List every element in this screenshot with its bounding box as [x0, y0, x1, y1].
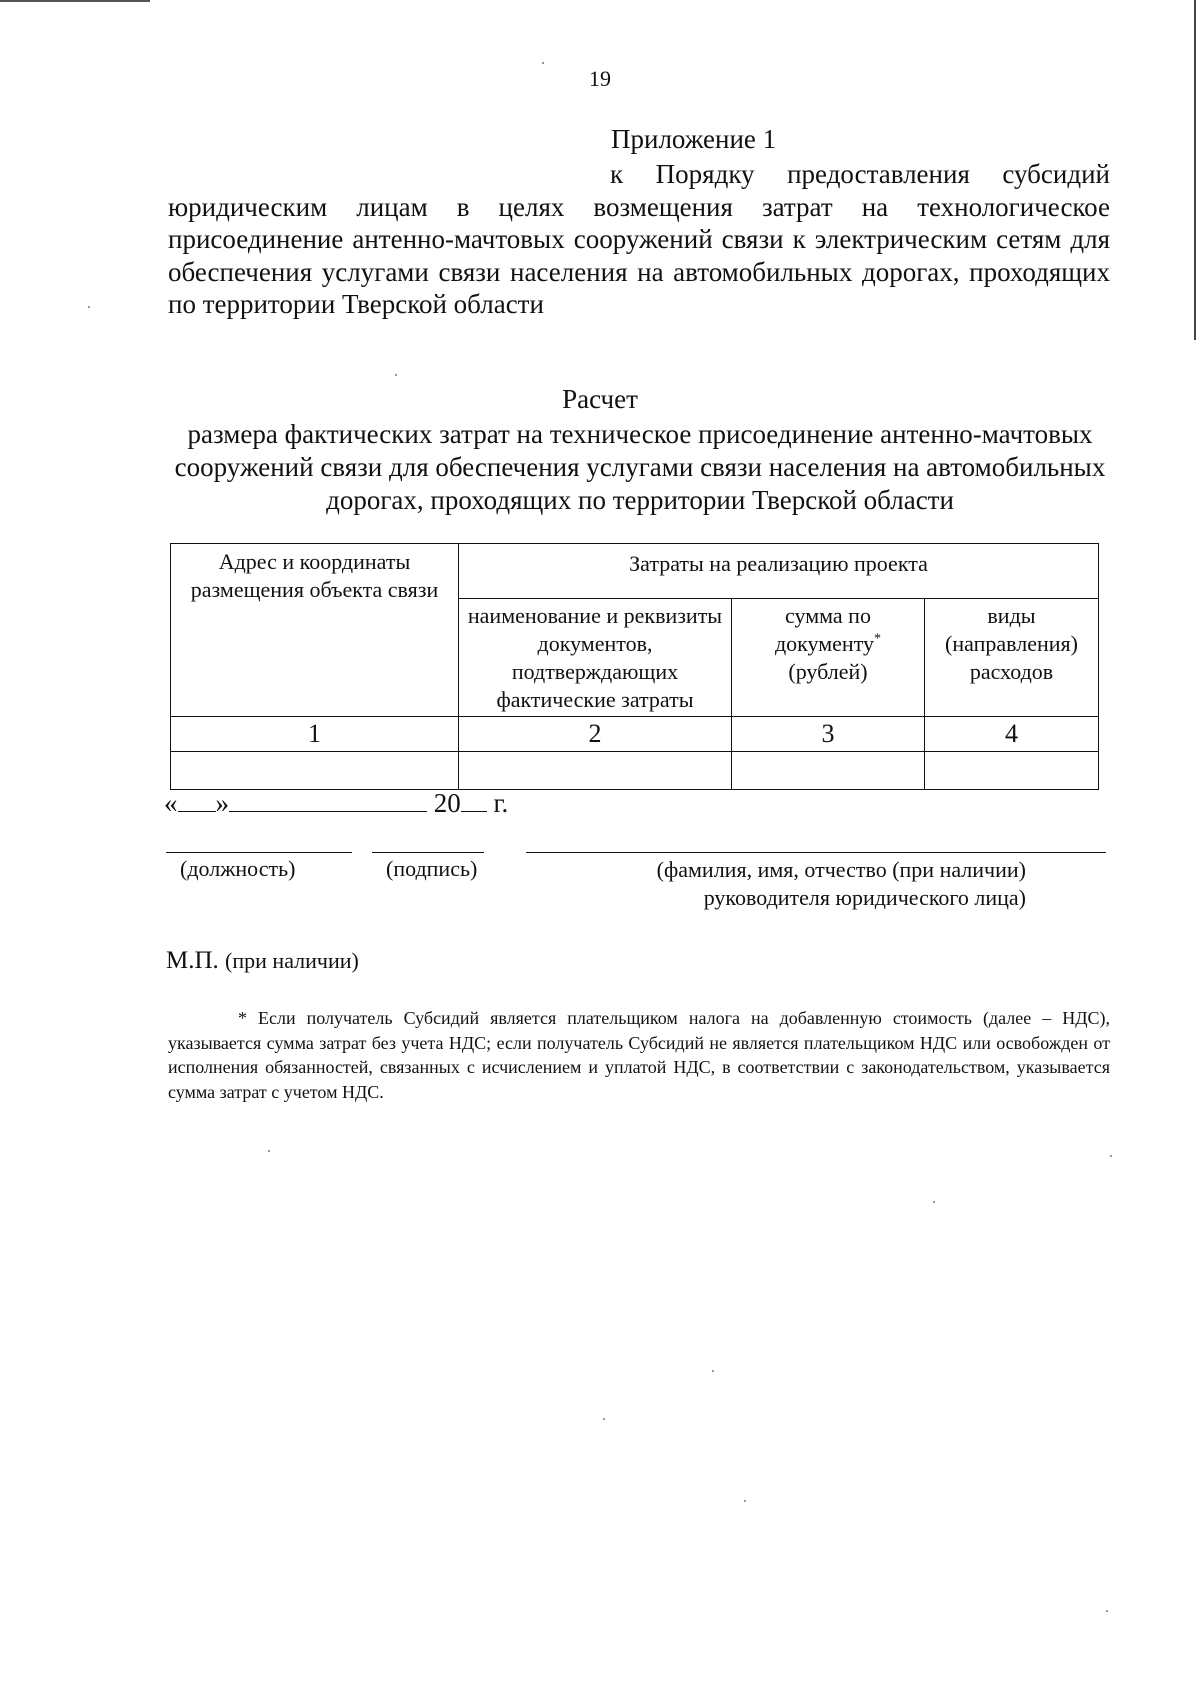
name-label-line1: (фамилия, имя, отчество (при наличии) — [656, 857, 1026, 882]
scan-edge-top — [0, 0, 150, 2]
stamp-placeholder — [166, 947, 359, 975]
page-number: 19 — [589, 66, 611, 91]
stamp-note: (при наличии) — [225, 948, 359, 973]
appendix-title: Приложение 1 — [611, 124, 777, 154]
column-number: 3 — [732, 717, 925, 752]
costs-header-text: Затраты на реализацию проекта — [629, 551, 928, 576]
scan-speck — [395, 374, 397, 376]
table-cell — [732, 752, 925, 790]
table-cell — [459, 752, 732, 790]
scan-speck — [1106, 1610, 1108, 1612]
scan-speck — [933, 1201, 935, 1203]
costs-header — [459, 544, 1099, 599]
signature-line — [372, 852, 484, 853]
documents-header-text: наименование и реквизиты документов, подтверждающих фактические затраты — [467, 603, 723, 712]
month-blank — [229, 789, 427, 812]
calculation-heading: Расчет — [562, 384, 638, 414]
column-number: 2 — [459, 717, 732, 752]
appendix-reference: к Порядку предоставления субсидий юридическим лицам в целях возмещения затрат на технологическое присоединение антенно-мачтовых сооружений связи к электрическим сетям для обеспечения услугами связи населения на автомобильных дорогах, проходящих по территории Тверской области — [168, 159, 1110, 319]
scan-speck — [603, 1418, 605, 1420]
date-open-quote: « — [164, 788, 178, 818]
footnote-marker: * — [874, 631, 882, 647]
year-suffix: г. — [493, 788, 509, 818]
scan-speck — [88, 306, 90, 308]
position-line — [166, 852, 352, 853]
table-cell — [171, 752, 459, 790]
scan-speck — [712, 1370, 714, 1372]
types-header — [925, 599, 1099, 717]
day-blank — [178, 789, 216, 812]
scan-speck — [744, 1500, 746, 1502]
table-cell — [925, 752, 1099, 790]
name-label — [526, 856, 1026, 912]
date-close-quote: » — [215, 788, 229, 818]
column-numbers-row — [171, 717, 1099, 752]
scan-speck — [542, 62, 544, 64]
stamp-label: М.П. — [166, 947, 219, 974]
date-line — [164, 788, 508, 819]
scan-speck — [268, 1150, 270, 1152]
name-label-line2: руководителя юридического лица) — [703, 885, 1026, 910]
name-line — [526, 852, 1106, 853]
position-label: (должность) — [180, 856, 296, 881]
scan-edge-right — [1194, 0, 1196, 340]
year-blank — [461, 789, 487, 812]
year-prefix: 20 — [433, 788, 461, 818]
amount-header-text: сумма по документу — [774, 603, 875, 656]
column-number: 4 — [925, 717, 1099, 752]
address-header-text: Адрес и координаты размещения объекта связи — [190, 549, 439, 602]
footnote: * Если получатель Субсидий является плательщиком налога на добавленную стоимость (далее – НДС), указывается сумма затрат без учета НДС; если получатель Субсидий не является плательщиком НДС или освобожден от исполнения обязанностей, связанных с исчислением и уплатой НДС, в соответствии с законодательством, указывается сумма затрат с учетом НДС. — [168, 1008, 1110, 1102]
documents-header — [459, 599, 732, 717]
scan-speck — [1110, 1155, 1112, 1157]
amount-header — [732, 599, 925, 717]
address-header — [171, 544, 459, 717]
amount-unit-text: (рублей) — [788, 659, 868, 684]
table-row — [171, 752, 1099, 790]
costs-table — [170, 543, 1099, 790]
types-header-text: виды (направления) расходов — [945, 603, 1078, 684]
signature-label: (подпись) — [386, 856, 478, 881]
calculation-subtitle: размера фактических затрат на техническое присоединение антенно-мачтовых сооружений связи для обеспечения услугами связи населения на автомобильных дорогах, проходящих по территории Тверской области — [174, 419, 1106, 515]
column-number: 1 — [171, 717, 459, 752]
